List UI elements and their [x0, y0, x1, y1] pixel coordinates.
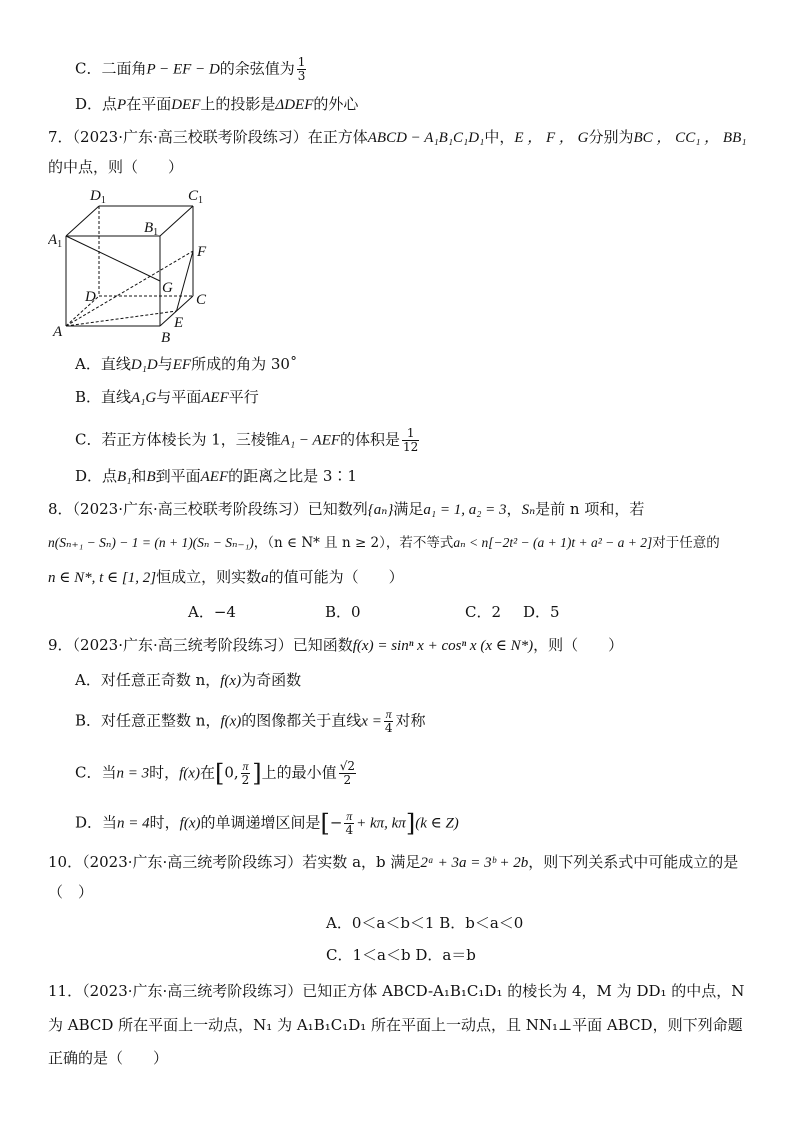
q11-stem-line1: 11．（2023·广东·高三统考阶段练习）已知正方体 ABCD-A₁B₁C₁D₁ 的棱长为 4，M 为 DD₁ 的中点，N [48, 982, 745, 1000]
q10-options-row1: A．0＜a＜b＜1 B．b＜a＜0 [326, 914, 524, 932]
fraction-one-twelfth: $\frac{1}{12}$ [403, 426, 419, 454]
label-b1: $B_1$ [144, 220, 159, 238]
q7-stem-line1: 7．（2023·广东·高三校联考阶段练习）在正方体ABCD − A₁B₁C₁D₁中，E ， F ， G分别为BC ， CC₁ ， BB₁ [48, 128, 747, 146]
segment-ef [177, 251, 194, 311]
label-a1: $A_1$ [48, 232, 63, 250]
q6-option-c: C．二面角P − EF − D的余弦值为 $\frac{1}{3}$ [75, 55, 306, 83]
edge-b1c1 [160, 206, 193, 236]
q8-option-d: D．5 [523, 603, 560, 621]
cube-diagram [48, 186, 218, 346]
edge-d1a1 [66, 206, 99, 236]
q8-stem-line3: n ∈ N*, t ∈ [1, 2]恒成立，则实数a的值可能为（ ） [48, 568, 404, 586]
q9-option-b: B．对任意正整数 n，f(x)的图像都关于直线x = $\frac{\pi}{4}$ 对称 [75, 707, 426, 735]
q7-option-c: C．若正方体棱长为 1，三棱锥A₁ − AEF的体积是 $\frac{1}{12}$ [75, 426, 419, 454]
q8-option-a: A．−4 [188, 603, 236, 621]
q9-option-a: A．对任意正奇数 n，f(x)为奇函数 [75, 671, 302, 689]
q8-stem-line1: 8．（2023·广东·高三校联考阶段练习）已知数列{aₙ}满足a₁ = 1, a₂ = 3，Sₙ是前 n 项和，若 [48, 500, 645, 518]
label-c1: $C_1$ [188, 188, 204, 206]
q10-stem-line1: 10．（2023·广东·高三统考阶段练习）若实数 a，b 满足2ᵃ + 3a = 3ᵇ + 2b，则下列关系式中可能成立的是 [48, 853, 739, 871]
label-e: E [174, 315, 184, 331]
q9-stem: 9．（2023·广东·高三统考阶段练习）已知函数f(x) = sinⁿ x + cosⁿ x (x ∈ N*)，则（ ） [48, 636, 624, 654]
label-f: F [197, 244, 207, 260]
q8-option-b: B．0 [325, 603, 361, 621]
q7-option-d: D．点B₁和B到平面AEF的距离之比是 3∶1 [75, 467, 357, 485]
q7-option-b: B．直线A₁G与平面AEF平行 [75, 388, 259, 406]
label-d1: $D_1$ [90, 188, 106, 206]
cube-solid-edges [66, 206, 193, 326]
q11-stem-line3: 正确的是（ ） [48, 1049, 169, 1067]
label-a: A [53, 324, 63, 340]
label-c: C [196, 292, 207, 308]
q11-stem-line2: 为 ABCD 所在平面上一动点，N₁ 为 A₁B₁C₁D₁ 所在平面上一动点，且 NN₁⊥平面 ABCD，则下列命题 [48, 1016, 743, 1034]
label-d: D [85, 289, 96, 305]
q10-options-row2: C．1＜a＜b D．a＝b [326, 946, 476, 964]
q8-stem-line2: n(Sₙ₊₁ − Sₙ) − 1 = (n + 1)(Sₙ − Sₙ₋₁)，（n ∈ N* 且 n ≥ 2），若不等式aₙ < n[−2t² − (a + 1)t + a² − a + 2]对于任意的 [48, 535, 720, 551]
q7-option-a: A．直线D₁D与EF所成的角为 30˚ [75, 355, 298, 373]
fraction-one-third: $\frac{1}{3}$ [297, 55, 306, 83]
q7-stem-line2: 的中点，则（ ） [48, 158, 184, 176]
q6-option-d: D．点P在平面DEF上的投影是ΔDEF的外心 [75, 95, 359, 113]
q9-option-c: C．当n = 3时，f(x)在[0, $\frac{\pi}{2}$ ]上的最小值 $\frac{√2}{2}$ [75, 759, 355, 788]
fraction-pi-over-4: $\frac{\pi}{4}$ [384, 707, 393, 735]
label-g: G [162, 280, 173, 296]
q8-option-c: C．2 [465, 603, 502, 621]
fraction-root2-over-2: $\frac{√2}{2}$ [339, 759, 355, 787]
segment-a1g [66, 236, 160, 281]
q9-option-d: D．当n = 4时，f(x)的单调递增区间是[− $\frac{\pi}{4}$ + kπ, kπ](k ∈ Z) [75, 809, 459, 838]
q10-stem-line2: （ ） [48, 883, 94, 901]
label-b: B [161, 330, 171, 346]
